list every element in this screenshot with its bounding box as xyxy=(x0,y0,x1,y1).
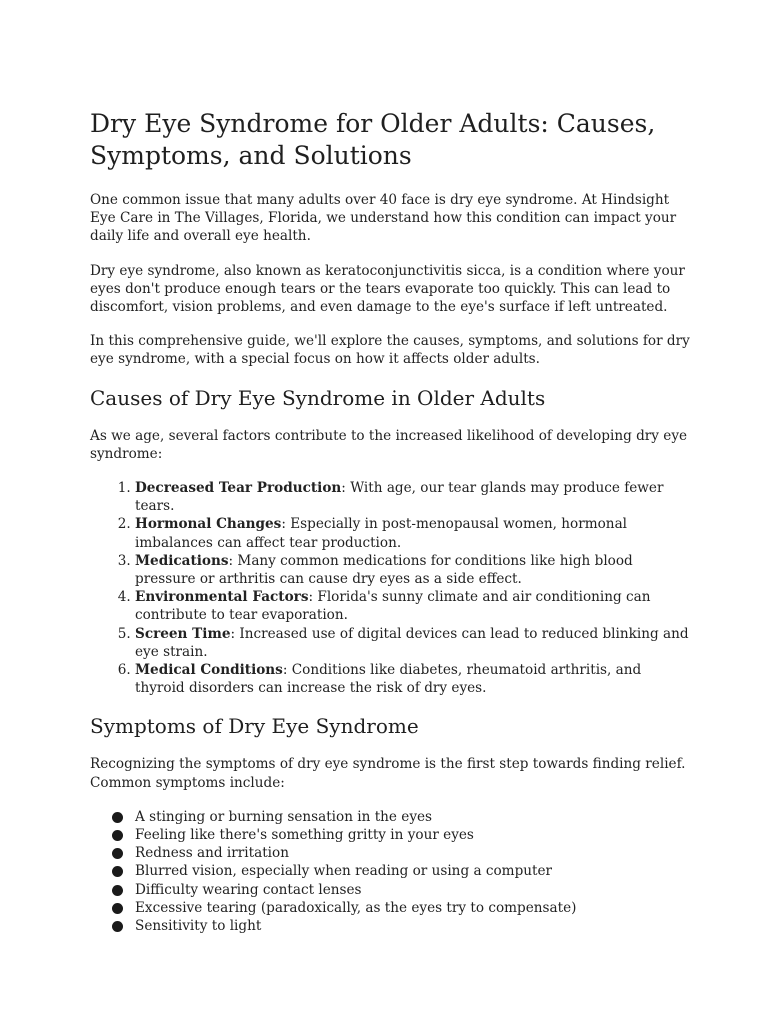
cause-item xyxy=(135,588,690,624)
cause-term: Hormonal Changes xyxy=(135,516,282,533)
symptom-text: A stinging or burning sensation in the eyes xyxy=(135,808,433,825)
cause-term: Screen Time xyxy=(135,625,231,642)
bullet-icon xyxy=(112,866,123,877)
intro-paragraph-3: In this comprehensive guide, we'll explore the causes, symptoms, and solutions for dry eye syndrome, with a special focus on how it affects older adults. xyxy=(90,333,690,368)
causes-heading: Causes of Dry Eye Syndrome in Older Adults xyxy=(90,385,546,410)
bullet-icon xyxy=(112,812,123,823)
cause-item xyxy=(135,515,690,551)
bullet-icon xyxy=(112,848,123,859)
symptom-item xyxy=(90,881,690,899)
symptom-text: Difficulty wearing contact lenses xyxy=(135,881,362,898)
causes-list xyxy=(90,479,690,697)
cause-text: : Florida's sunny climate and air conditioning can contribute to tear evaporation. xyxy=(135,589,651,624)
cause-text: : Conditions like diabetes, rheumatoid arthritis, and thyroid disorders can increase the risk of dry eyes. xyxy=(135,662,642,697)
intro-paragraph-1: One common issue that many adults over 40 face is dry eye syndrome. At Hindsight Eye Care in The Villages, Florida, we understand how this condition can impact your daily life and overall eye health. xyxy=(90,192,677,245)
symptoms-lead: Recognizing the symptoms of dry eye syndrome is the first step towards finding relief. Common symptoms include: xyxy=(90,756,686,791)
symptom-item xyxy=(90,899,690,917)
symptom-item xyxy=(90,917,690,935)
causes-lead: As we age, several factors contribute to the increased likelihood of developing dry eye syndrome: xyxy=(90,427,688,462)
intro-paragraph-2: Dry eye syndrome, also known as keratoconjunctivitis sicca, is a condition where your eyes don't produce enough tears or the tears evaporate too quickly. This can lead to discomfort, vision problems, and even damage to the eye's surface if left untreated. xyxy=(90,262,685,316)
symptom-text: Blurred vision, especially when reading or using a computer xyxy=(135,863,553,880)
cause-text: : Many common medications for conditions like high blood pressure or arthritis can cause dry eyes as a side effect. xyxy=(135,552,633,588)
symptom-text: Feeling like there's something gritty in your eyes xyxy=(135,827,474,844)
cause-term: Decreased Tear Production xyxy=(135,480,342,497)
cause-item xyxy=(135,625,690,661)
symptom-item xyxy=(90,808,690,826)
symptom-text: Excessive tearing (paradoxically, as the eyes try to compensate) xyxy=(135,899,577,916)
document-page xyxy=(90,108,690,935)
cause-text: : Especially in post-menopausal women, hormonal imbalances can affect tear production. xyxy=(135,516,628,551)
bullet-icon xyxy=(112,885,123,896)
page-title: Dry Eye Syndrome for Older Adults: Causes, Symptoms, and Solutions xyxy=(90,109,656,170)
bullet-icon xyxy=(112,830,123,841)
bullet-icon xyxy=(112,921,123,932)
symptom-item xyxy=(90,844,690,862)
symptom-item xyxy=(90,826,690,844)
cause-text: : Increased use of digital devices can lead to reduced blinking and eye strain. xyxy=(135,625,689,660)
cause-item xyxy=(135,479,690,515)
cause-text: : With age, our tear glands may produce fewer tears. xyxy=(135,480,664,515)
symptoms-heading: Symptoms of Dry Eye Syndrome xyxy=(90,714,419,739)
symptom-text: Redness and irritation xyxy=(135,845,289,862)
cause-term: Medications xyxy=(135,552,229,569)
cause-item xyxy=(135,552,690,588)
symptoms-list xyxy=(90,808,690,935)
cause-term: Medical Conditions xyxy=(135,662,283,679)
cause-item xyxy=(135,661,690,697)
symptom-item xyxy=(90,862,690,880)
cause-term: Environmental Factors xyxy=(135,589,309,606)
symptom-text: Sensitivity to light xyxy=(135,918,262,935)
bullet-icon xyxy=(112,903,123,914)
